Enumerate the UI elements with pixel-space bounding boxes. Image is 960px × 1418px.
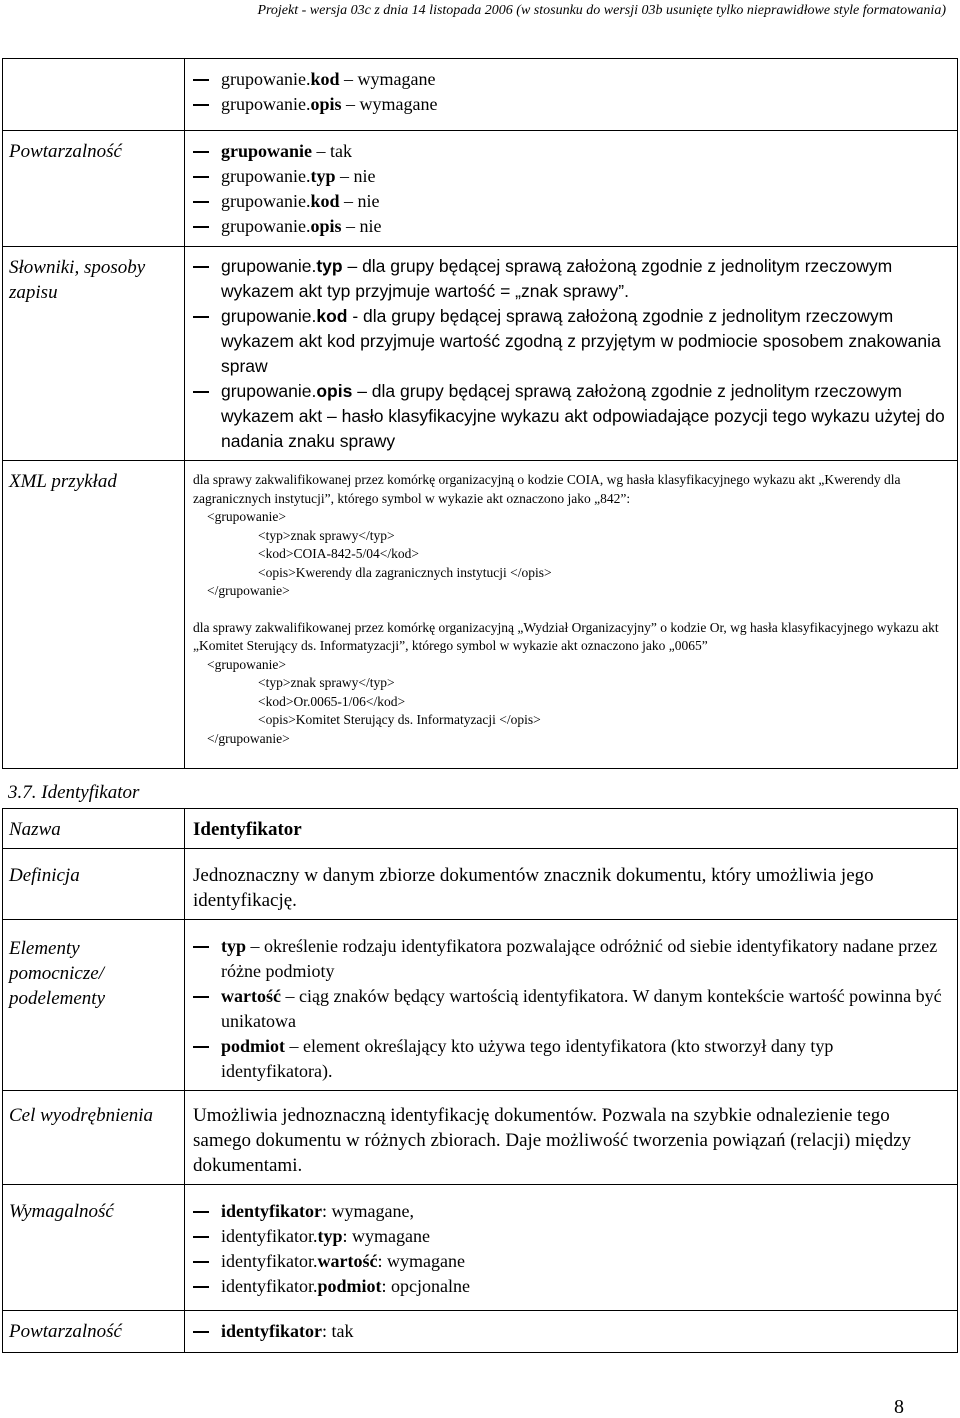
list-item: grupowanie.opis – dla grupy będącej sprawą założoną zgodnie z jednolitym rzeczowym wykazem akt – hasło klasyfikacyjne wykazu akt odpowiadające pozycji tego wykazu użytej do nadania znaku sprawy [193, 379, 949, 454]
xml-example-2-typ: <typ>znak sprawy</typ> [258, 675, 395, 690]
xml-example-1-opis: <opis>Kwerendy dla zagranicznych instytucji </opis> [258, 564, 552, 580]
powtarzalnosc-identyfikator-list [193, 1319, 949, 1344]
label-elementy: Elementy pomocnicze/ podelementy [3, 920, 185, 1091]
list-item: grupowanie.opis – nie [193, 214, 949, 239]
wymagalnosc-identyfikator-list [193, 1199, 949, 1299]
list-item: grupowanie.typ – dla grupy będącej sprawą założoną zgodnie z jednolitym rzeczowym wykazem akt typ przyjmuje wartość = „znak sprawy”. [193, 254, 949, 304]
list-item: grupowanie.kod - dla grupy będącej sprawą założoną zgodnie z jednolitym rzeczowym wykazem akt kod przyjmuje wartość zgodną z przyjętym w podmiocie sposobem znakowania spraw [193, 304, 949, 379]
element-name: podmiot [221, 1036, 286, 1056]
list-item: identyfikator.podmiot: opcjonalne [193, 1274, 949, 1299]
list-item: grupowanie.opis – wymagane [193, 92, 949, 117]
label-wymagalnosc-continued [3, 59, 185, 131]
element-name: wartość [221, 986, 281, 1006]
label-powtarzalnosc-identyfikator: Powtarzalność [3, 1311, 185, 1353]
label-definicja: Definicja [3, 849, 185, 920]
value-definicja: Jednoznaczny w danym zbiorze dokumentów znacznik dokumentu, który umożliwia jego identyfikację. [185, 849, 958, 920]
list-item: grupowanie.kod – wymagane [193, 67, 949, 92]
xml-example-2-kod: <kod>Or.0065-1/06</kod> [258, 693, 406, 709]
xml-example-1-open: <grupowanie> [207, 509, 286, 524]
wymagalnosc-list [193, 67, 949, 117]
label-nazwa: Nazwa [3, 809, 185, 849]
list-item: wartość – ciąg znaków będący wartością identyfikatora. W danym kontekście wartość powinna być unikatowa [193, 984, 949, 1034]
xml-example-1-kod: <kod>COIA-842-5/04</kod> [258, 546, 419, 561]
page-number: 8 [894, 1396, 904, 1418]
element-name: opis [310, 216, 342, 236]
list-item: podmiot – element określający kto używa tego identyfikatora (kto stworzył dany typ identyfikatora). [193, 1034, 949, 1084]
element-name: grupowanie [221, 141, 313, 161]
element-name: opis [310, 94, 342, 114]
element-name: kod [316, 306, 348, 326]
element-name: wartość [317, 1251, 378, 1271]
page-header: Projekt - wersja 03c z dnia 14 listopada 2006 (w stosunku do wersji 03b usunięte tylko nieprawidłowe style formatowania) [257, 3, 946, 18]
list-item: identyfikator.typ: wymagane [193, 1224, 949, 1249]
xml-example-1-close: </grupowanie> [207, 583, 290, 598]
list-item: typ – określenie rodzaju identyfikatora pozwalające odróżnić od siebie identyfikatory nadane przez różne podmioty [193, 934, 949, 984]
value-cel: Umożliwia jednoznaczną identyfikację dokumentów. Pozwala na szybkie odnalezienie tego samego dokumentu w różnych zbiorach. Daje możliwość tworzenia powiązań (relacji) między dokumentami. [185, 1091, 958, 1185]
label-powtarzalnosc: Powtarzalność [3, 131, 185, 247]
elementy-list [193, 934, 949, 1084]
xml-example-2-open: <grupowanie> [207, 656, 286, 672]
label-xml-przyklad: XML przykład [3, 461, 185, 769]
element-name: opis [316, 381, 353, 401]
list-item: grupowanie – tak [193, 139, 949, 164]
xml-example-2-close: </grupowanie> [207, 730, 290, 746]
element-table-grupowanie [2, 58, 958, 769]
element-name: typ [316, 256, 343, 276]
element-table-identyfikator [2, 808, 958, 1353]
section-title: 3.7. Identyfikator [8, 782, 140, 803]
list-item: identyfikator.wartość: wymagane [193, 1249, 949, 1274]
element-name: kod [310, 191, 340, 211]
element-name: identyfikator [221, 1321, 322, 1341]
element-name: typ [317, 1226, 343, 1246]
label-cel: Cel wyodrębnienia [3, 1091, 185, 1185]
xml-example-2-text: dla sprawy zakwalifikowanej przez komórkę organizacyjną „Wydział Organizacyjny” o kodzie Or, wg hasła klasyfikacyjnego wykazu akt „Komitet Sterujący ds. Informatyzacji”, którego symbol w wykazie akt oznaczono jako „0065” [193, 619, 939, 653]
xml-example-2-opis: <opis>Komitet Sterujący ds. Informatyzacji </opis> [258, 712, 541, 727]
element-name: typ [221, 936, 247, 956]
xml-example-1-text: dla sprawy zakwalifikowanej przez komórkę organizacyjną o kodzie COIA, wg hasła klasyfikacyjnego wykazu akt „Kwerendy dla zagranicznych instytucji”, którego symbol w wykazie akt oznaczono jako „842”: [193, 472, 901, 506]
element-name: identyfikator [221, 1201, 322, 1221]
powtarzalnosc-list [193, 139, 949, 239]
list-item: grupowanie.typ – nie [193, 164, 949, 189]
element-name: podmiot [317, 1276, 382, 1296]
slowniki-list [193, 254, 949, 454]
element-name: typ [310, 166, 336, 186]
element-name: kod [310, 69, 340, 89]
list-item: grupowanie.kod – nie [193, 189, 949, 214]
label-slowniki: Słowniki, sposoby zapisu [3, 247, 185, 461]
xml-example-1-typ: <typ>znak sprawy</typ> [258, 527, 395, 543]
list-item: identyfikator: wymagane, [193, 1199, 949, 1224]
label-wymagalnosc: Wymagalność [3, 1185, 185, 1311]
list-item: identyfikator: tak [193, 1319, 949, 1344]
value-nazwa: Identyfikator [185, 809, 958, 849]
